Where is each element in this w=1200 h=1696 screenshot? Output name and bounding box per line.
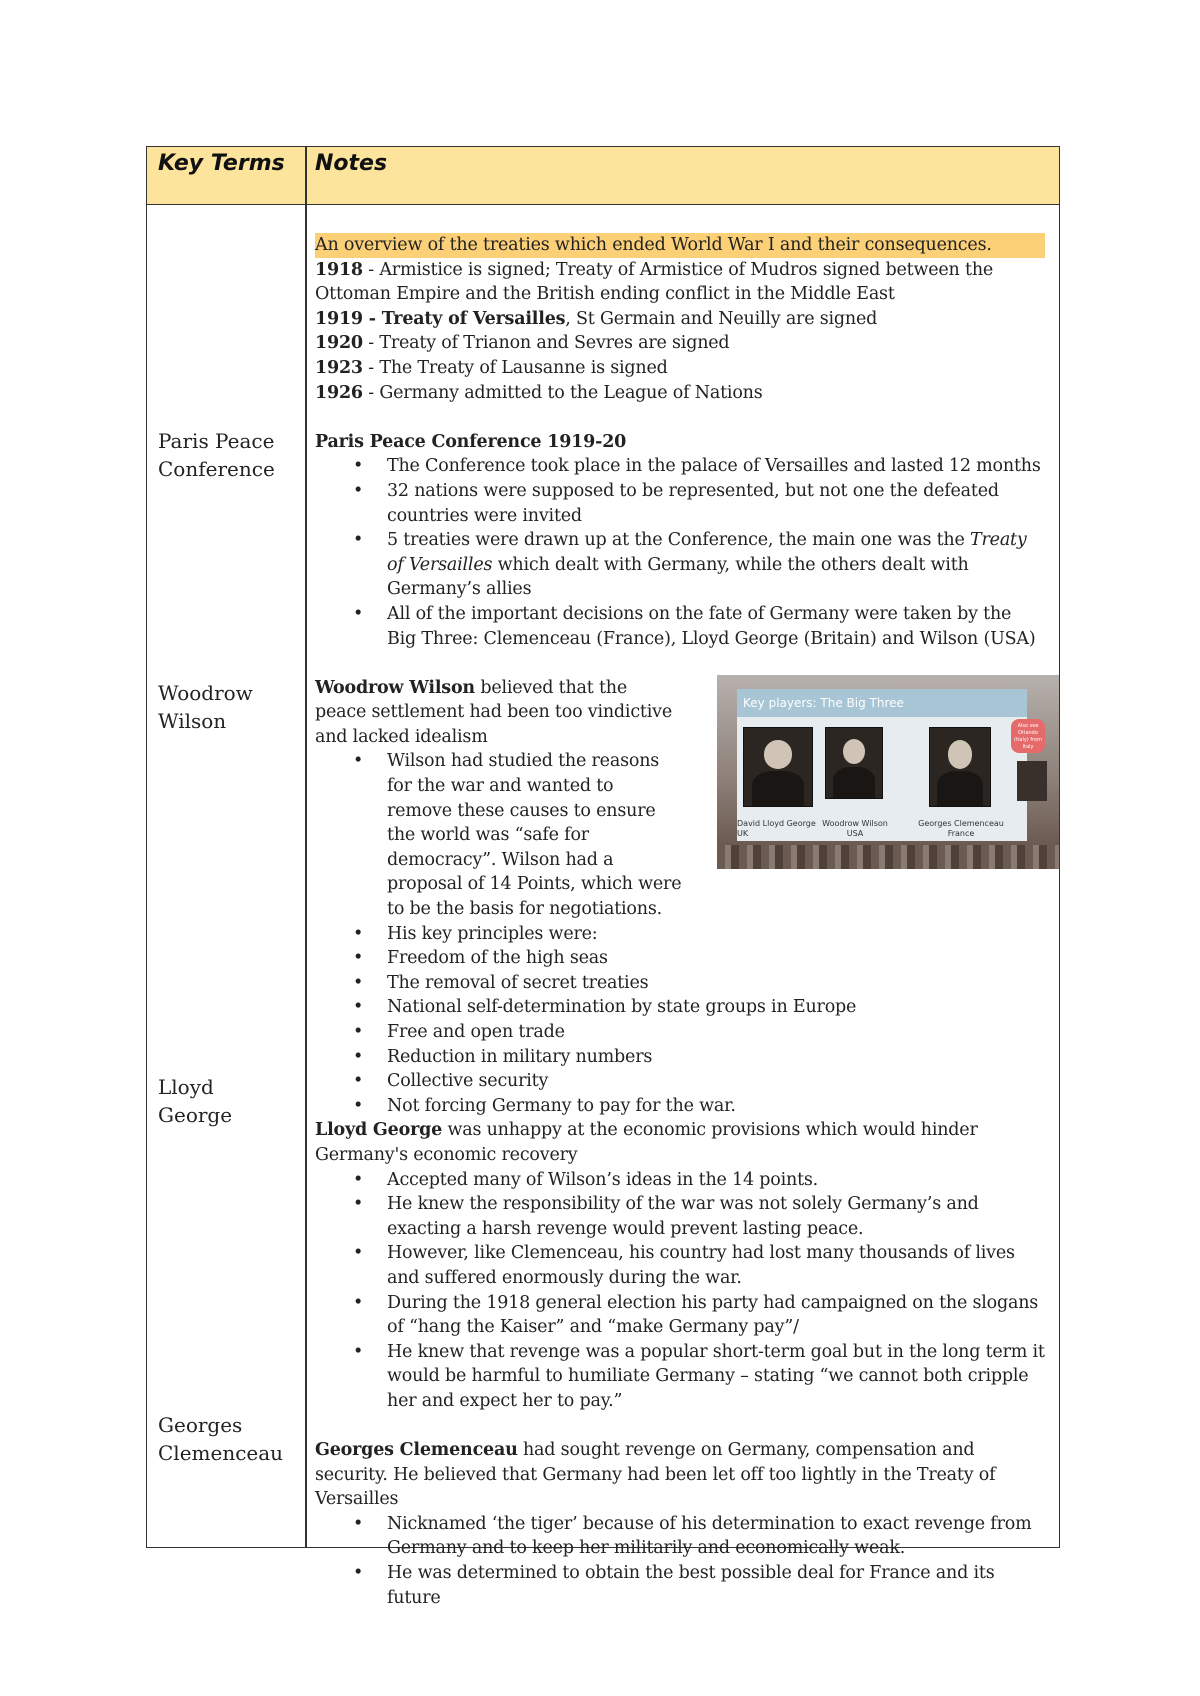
caption-clemenceau: Georges Clemenceau France [918, 819, 1004, 838]
list-item: • Free and open trade [387, 1020, 1045, 1045]
list-item: • Wilson had studied the reasons for the war and wanted to remove these causes to ensure the world was “safe for democracy”. Wilson had a proposal of 14 Points, which were to be the basis for negotiations. [387, 749, 683, 921]
wilson-intro: Woodrow Wilson believed that the peace settlement had been too vindictive and lacked idealism [315, 677, 672, 747]
list-item: • His key principles were: [387, 922, 1045, 947]
list-item: • Accepted many of Wilson’s ideas in the 14 points. [387, 1168, 1045, 1193]
list-item: • Collective security [387, 1069, 1045, 1094]
lloyd-intro: Lloyd George was unhappy at the economic provisions which would hinder Germany's economic recovery [315, 1120, 978, 1165]
paris-heading: Paris Peace Conference 1919-20 [315, 431, 627, 452]
figure-background-crowd [717, 845, 1059, 869]
list-item: • Nicknamed ‘the tiger’ because of his determination to exact revenge from Germany and to keep her militarily and economically weak. [387, 1512, 1045, 1561]
portrait-orlando [1017, 761, 1047, 801]
list-item: • The Conference took place in the palace of Versailles and lasted 12 months [387, 454, 1045, 479]
paris-list [315, 454, 1045, 651]
column-divider [305, 147, 307, 1547]
key-terms-header: Key Terms [158, 151, 285, 176]
list-item: • 5 treaties were drawn up at the Conference, the main one was the Treaty of Versailles which dealt with Germany, while the others dealt with Germany’s allies [387, 528, 1045, 602]
portrait-clemenceau [929, 727, 991, 807]
key-term-lloyd: Lloyd George [158, 1075, 233, 1127]
overview-highlight: An overview of the treaties which ended World War I and their consequences. [315, 233, 1045, 258]
notes-header: Notes [315, 151, 388, 176]
timeline-1919: 1919 - Treaty of Versailles, St Germain and Neuilly are signed [315, 308, 878, 329]
lloyd-list [315, 1168, 1045, 1414]
figure-title: Key players: The Big Three [737, 689, 1027, 717]
timeline-1920: 1920 - Treaty of Trianon and Sevres are signed [315, 333, 730, 354]
timeline-1926: 1926 - Germany admitted to the League of Nations [315, 382, 763, 403]
timeline-1923: 1923 - The Treaty of Lausanne is signed [315, 357, 668, 378]
list-item: • He was determined to obtain the best possible deal for France and its future [387, 1561, 1045, 1610]
list-item: • He knew that revenge was a popular short-term goal but in the long term it would be harmful to humiliate Germany – stating “we cannot both cripple her and expect her to pay.” [387, 1340, 1045, 1414]
list-item: • Reduction in military numbers [387, 1045, 1045, 1070]
list-item: • Not forcing Germany to pay for the war. [387, 1094, 1045, 1119]
list-item: • The removal of secret treaties [387, 971, 1045, 996]
caption-wilson: Woodrow Wilson USA [822, 819, 888, 838]
timeline-1918: 1918 - Armistice is signed; Treaty of Armistice of Mudros signed between the Ottoman Empire and the British ending conflict in the Middle East [315, 259, 994, 305]
portrait-wilson [825, 727, 883, 799]
key-term-wilson: Woodrow Wilson [158, 681, 253, 733]
key-term-paris: Paris Peace Conference [158, 429, 275, 481]
orlando-note-bubble: Also see Orlando (Italy) from Italy [1011, 719, 1045, 753]
notes-content [315, 233, 1045, 1610]
clemenceau-intro: Georges Clemenceau had sought revenge on Germany, compensation and security. He believed that Germany had been let off too lightly in the Treaty of Versailles [315, 1440, 996, 1510]
caption-lloyd-george: David Lloyd George UK [737, 819, 816, 838]
list-item: • During the 1918 general election his party had campaigned on the slogans of “hang the Kaiser” and “make Germany pay”/ [387, 1291, 1045, 1340]
notes-table [146, 146, 1060, 1608]
list-item: • All of the important decisions on the fate of Germany were taken by the Big Three: Clemenceau (France), Lloyd George (Britain) and Wilson (USA) [387, 602, 1045, 651]
list-item: • National self-determination by state groups in Europe [387, 995, 1045, 1020]
list-item: • However, like Clemenceau, his country had lost many thousands of lives and suffered enormously during the war. [387, 1241, 1045, 1290]
list-item: • 32 nations were supposed to be represented, but not one the defeated countries were invited [387, 479, 1045, 528]
list-item: • He knew the responsibility of the war was not solely Germany’s and exacting a harsh revenge would prevent lasting peace. [387, 1192, 1045, 1241]
clemenceau-list [315, 1512, 1045, 1610]
big-three-figure [717, 675, 1059, 869]
key-term-clemenceau: Georges Clemenceau [158, 1413, 284, 1465]
list-item: • Freedom of the high seas [387, 946, 1045, 971]
portrait-lloyd-george [743, 727, 813, 807]
